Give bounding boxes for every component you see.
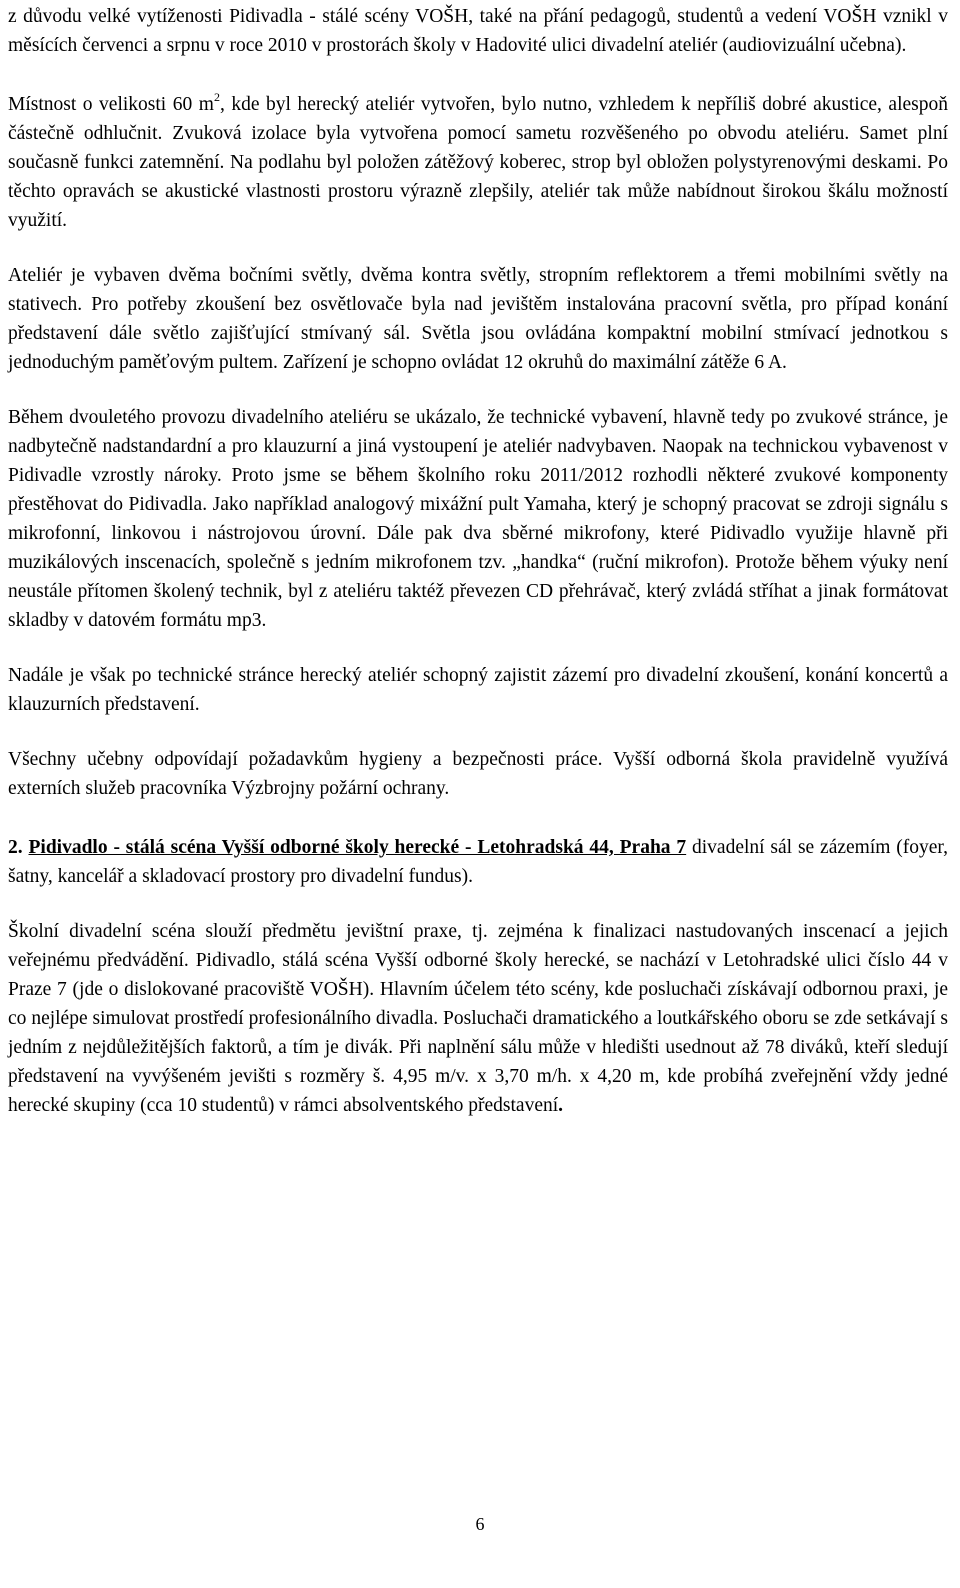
paragraph-intro: z důvodu velké vytíženosti Pidivadla - stálé scény VOŠH, také na přání pedagogů, studentů a vedení VOŠH vznikl v měsících červenci a srpnu v roce 2010 v prostorách školy v Hadovité ulici divadelní ateliér (audiovizuální učebna). (8, 6, 948, 56)
paragraph-equipment-move: Během dvouletého provozu divadelního ateliéru se ukázalo, že technické vybavení, hlavně tedy po zvukové stránce, je nadbytečně nadstandardní a pro klauzurní a jiná vystoupení je ateliér nadvybaven. Naopak na technickou vybavenost v Pidivadle vzrostly nároky. Proto jsme se během školního roku 2011/2012 rozhodli některé zvukové komponenty přestěhovat do Pidivadla. Jako například analogový mixážní pult Yamaha, který je schopný pracovat se zdroji signálu s mikrofonní, linkovou i nástrojovou úrovní. Dále pak dva sběrné mikrofony, které Pidivadlo využije hlavně při muzikálových inscenacích, společně s jedním mikrofonem tzv. „handka“ (ruční mikrofon). Protože během výuky není neustále přítomen školený technik, byl z ateliéru taktéž převezen CD přehrávač, který zvládá stříhat a jinak formátovat skladby v datovém formátu mp3. (8, 407, 948, 631)
school-stage-text: Školní divadelní scéna slouží předmětu jevištní praxe, tj. zejména k finalizaci nastudovaných inscenací a jejich veřejnému předvádění. Pidivadlo, stálá scéna Vyšší odborné školy herecké, se nachází v Letohradské ulici číslo 44 v Praze 7 (jde o dislokované pracoviště VOŠH). Hlavním účelem této scény, kde posluchači získávají odbornou praxi, je co nejlépe simulovat prostředí profesionálního divadla. Posluchači dramatického a loutkářského oboru se zde setkávají s jedním z nejdůležitějších faktorů, a tím je divák. Při naplnění sálu může v hledišti usednout až 78 diváků, kteří sledují představení na vyvýšeném jevišti s rozměry š. 4,95 m/v. x 3,70 m/h. x 4,20 m, kde probíhá zveřejnění vždy jedné herecké skupiny (cca 10 studentů) v rámci absolventského představení (8, 921, 948, 1116)
room-acoustics-text: , kde byl herecký ateliér vytvořen, bylo nutno, vzhledem k nepříliš dobré akustice, alespoň částečně odhlučnit. Zvuková izolace byla vytvořena pomocí sametu rozvěšeného po obvodu ateliéru. Samet plní současně funkci zatemnění. Na podlahu byl položen zátěžový koberec, strop byl obložen polystyrenovými deskami. Po těchto opravách se akustické vlastnosti prostoru výrazně zlepšily, ateliér tak může nabídnout širokou škálu možností využití. (8, 94, 948, 231)
document-page (8, 0, 948, 1120)
section-heading-pidivadlo (8, 833, 948, 891)
paragraph-room-acoustics (8, 90, 948, 235)
room-size-text: Místnost o velikosti 60 m (8, 94, 214, 115)
page-number: 6 (475, 1514, 485, 1534)
paragraph-atelier-capability: Nadále je však po technické stránce herecký ateliér schopný zajistit zázemí pro divadelní zkoušení, konání koncertů a klauzurních představení. (8, 665, 948, 715)
superscript-squared: 2 (213, 89, 220, 104)
paragraph-lighting: Ateliér je vybaven dvěma bočními světly, dvěma kontra světly, stropním reflektorem a třemi mobilními světly na stativech. Pro potřeby zkoušení bez osvětlovače byla nad jevištěm instalována pracovní světla, pro případ konání představení dále světlo zajišťující stmívaný sál. Světla jsou ovládána kompaktní mobilní stmívací jednotkou s jednoduchým paměťovým pultem. Zařízení je schopno ovládat 12 okruhů do maximální zátěže 6 A. (8, 265, 948, 373)
paragraph-safety: Všechny učebny odpovídají požadavkům hygieny a bezpečnosti práce. Vyšší odborná škola pravidelně využívá externích služeb pracovníka Výzbrojny požární ochrany. (8, 749, 948, 799)
closing-period: . (558, 1095, 564, 1116)
section-title: Pidivadlo - stálá scéna Vyšší odborné školy herecké - Letohradská 44, Praha 7 (28, 837, 687, 858)
paragraph-school-stage (8, 917, 948, 1120)
section-title-rest: divadelní sál se zázemím (foyer, šatny, kancelář a skladovací prostory pro divadelní fundus). (8, 837, 949, 887)
section-number: 2. (8, 837, 23, 858)
